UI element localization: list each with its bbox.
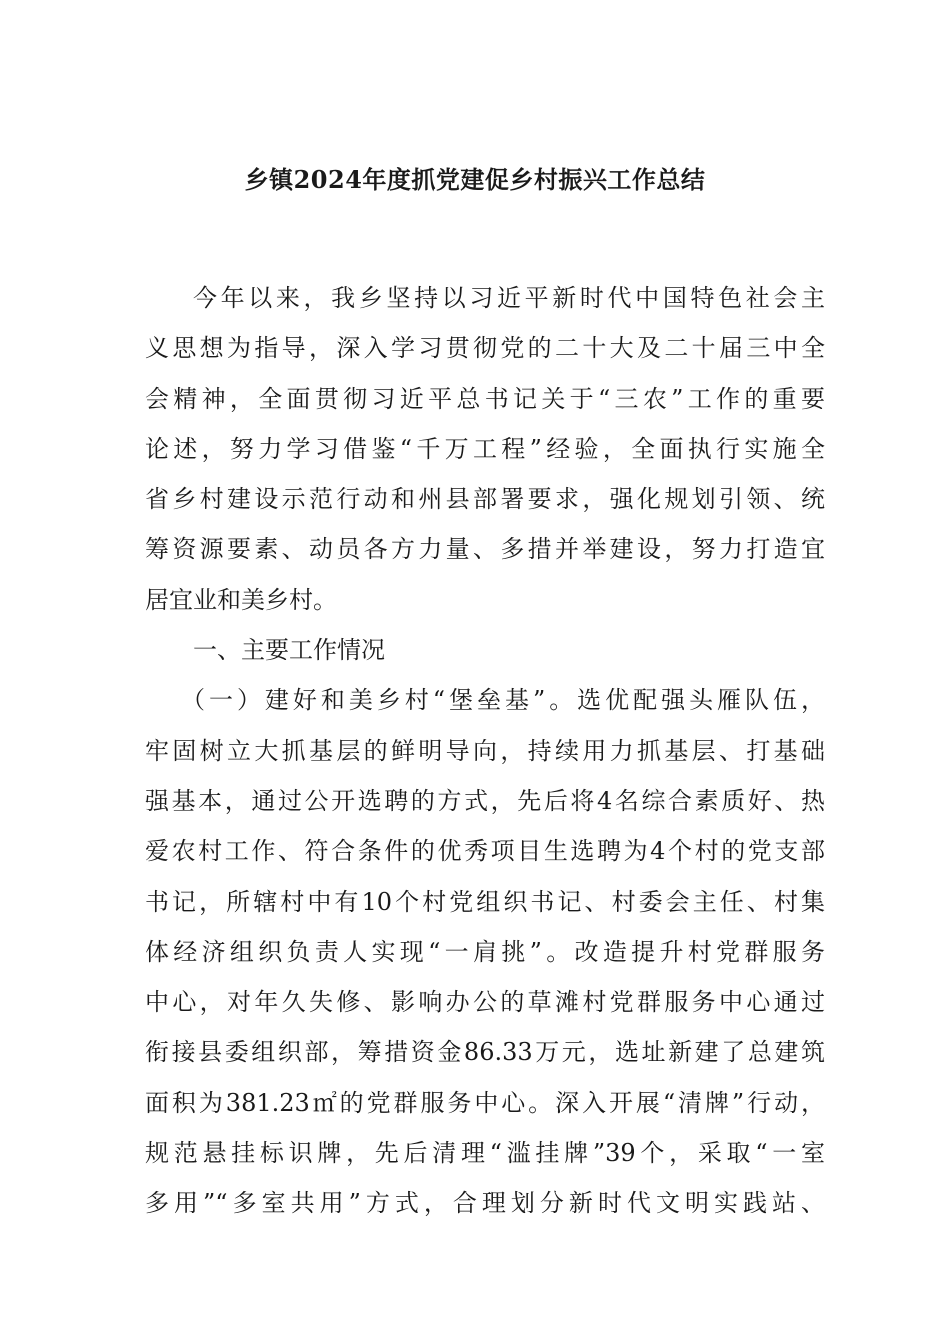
document-body: [145, 280, 825, 1236]
paragraph-line: 筹资源要素、动员各方力量、多措并举建设，努力打造宜: [145, 535, 825, 564]
paragraph-line: 爱农村工作、符合条件的优秀项目生选聘为4个村的党支部: [145, 837, 825, 866]
document-title: 乡镇2024年度抓党建促乡村振兴工作总结: [244, 165, 706, 194]
paragraph-line: 义思想为指导，深入学习贯彻党的二十大及二十届三中全: [145, 334, 825, 363]
paragraph-line: 衔接县委组织部，筹措资金86.33万元，选址新建了总建筑: [145, 1038, 825, 1067]
paragraph-line: 规范悬挂标识牌，先后清理“滥挂牌”39个，采取“一室: [145, 1139, 825, 1168]
section-heading: 一、主要工作情况: [193, 636, 385, 665]
paragraph-line: 多用”“多室共用”方式，合理划分新时代文明实践站、: [145, 1189, 825, 1218]
paragraph-line: 强基本，通过公开选聘的方式，先后将4名综合素质好、热: [145, 786, 825, 815]
paragraph-line: 面积为381.23㎡的党群服务中心。深入开展“清牌”行动，: [145, 1088, 825, 1117]
paragraph-line: 论述，努力学习借鉴“千万工程”经验，全面执行实施全: [145, 434, 825, 463]
paragraph-line: （一）建好和美乡村“堡垒基”。选优配强头雁队伍，: [181, 686, 825, 715]
paragraph-line: 牢固树立大抓基层的鲜明导向，持续用力抓基层、打基础: [145, 736, 825, 765]
paragraph-line: 省乡村建设示范行动和州县部署要求，强化规划引领、统: [145, 485, 825, 514]
paragraph-line: 体经济组织负责人实现“一肩挑”。改造提升村党群服务: [145, 937, 825, 966]
paragraph-line: 居宜业和美乡村。: [145, 585, 337, 614]
paragraph-line: 中心，对年久失修、影响办公的草滩村党群服务中心通过: [145, 988, 825, 1017]
paragraph-line: 今年以来，我乡坚持以习近平新时代中国特色社会主: [193, 284, 825, 312]
paragraph-line: 书记，所辖村中有10个村党组织书记、村委会主任、村集: [145, 887, 825, 916]
paragraph-line: 会精神，全面贯彻习近平总书记关于“三农”工作的重要: [145, 384, 825, 413]
